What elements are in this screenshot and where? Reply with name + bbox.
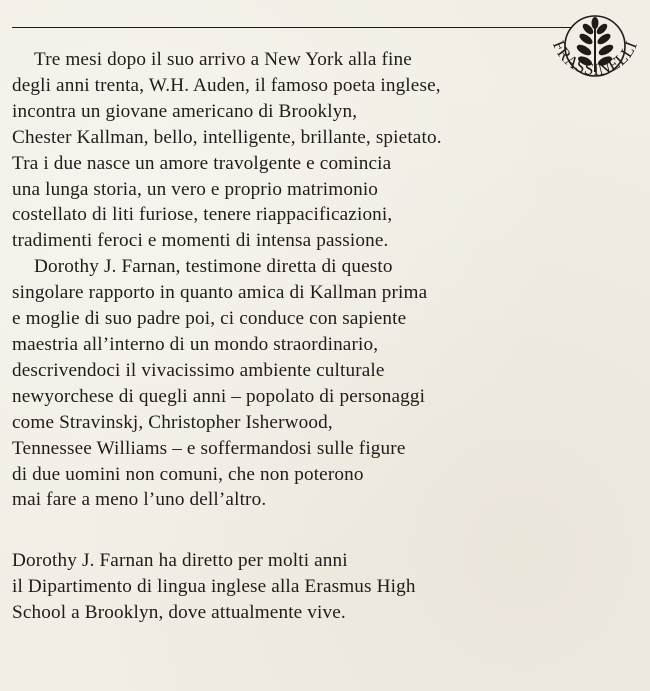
blurb-line: Chester Kallman, bello, intelligente, brillante, spietato. bbox=[12, 126, 442, 148]
frassinelli-emblem-icon bbox=[543, 10, 647, 114]
blurb-line: di due uomini non comuni, che non poterono bbox=[12, 463, 364, 485]
blurb-line: Tre mesi dopo il suo arrivo a New York alla fine bbox=[34, 49, 412, 70]
blurb-line: degli anni trenta, W.H. Auden, il famoso poeta inglese, bbox=[12, 74, 441, 96]
blurb-line: incontra un giovane americano di Brooklyn, bbox=[12, 100, 358, 122]
blurb-line: mai fare a meno l’uno dell’altro. bbox=[12, 489, 267, 511]
blurb-line: costellato di liti furiose, tenere riappacificazioni, bbox=[12, 204, 393, 226]
top-rule bbox=[12, 27, 572, 28]
blurb-line: e moglie di suo padre poi, ci conduce con sapiente bbox=[12, 308, 407, 330]
blurb-line: come Stravinskj, Christopher Isherwood, bbox=[12, 411, 333, 433]
bio-line: Dorothy J. Farnan ha diretto per molti anni bbox=[12, 550, 348, 571]
blurb-line: Tennessee Williams – e soffermandosi sulle figure bbox=[12, 437, 406, 459]
svg-text:FRASSINELLI: FRASSINELLI bbox=[548, 37, 641, 80]
blurb-text bbox=[12, 47, 552, 513]
blurb-line: singolare rapporto in quanto amica di Kallman prima bbox=[12, 282, 428, 304]
blurb-line: una lunga storia, un vero e proprio matrimonio bbox=[12, 178, 379, 200]
bio-line: il Dipartimento di lingua inglese alla Erasmus High bbox=[12, 575, 416, 597]
frassinelli-logo bbox=[543, 10, 647, 114]
blurb-line: Dorothy J. Farnan, testimone diretta di questo bbox=[34, 256, 393, 278]
blurb-line: maestria all’interno di un mondo straordinario, bbox=[12, 333, 379, 355]
author-bio bbox=[12, 548, 552, 626]
blurb-line: Tra i due nasce un amore travolgente e comincia bbox=[12, 152, 392, 174]
blurb-line: descrivendoci il vivacissimo ambiente culturale bbox=[12, 359, 385, 381]
bio-line: School a Brooklyn, dove attualmente vive. bbox=[12, 601, 346, 623]
blurb-line: newyorchese di quegli anni – popolato di personaggi bbox=[12, 385, 426, 407]
blurb-line: tradimenti feroci e momenti di intensa passione. bbox=[12, 230, 389, 252]
